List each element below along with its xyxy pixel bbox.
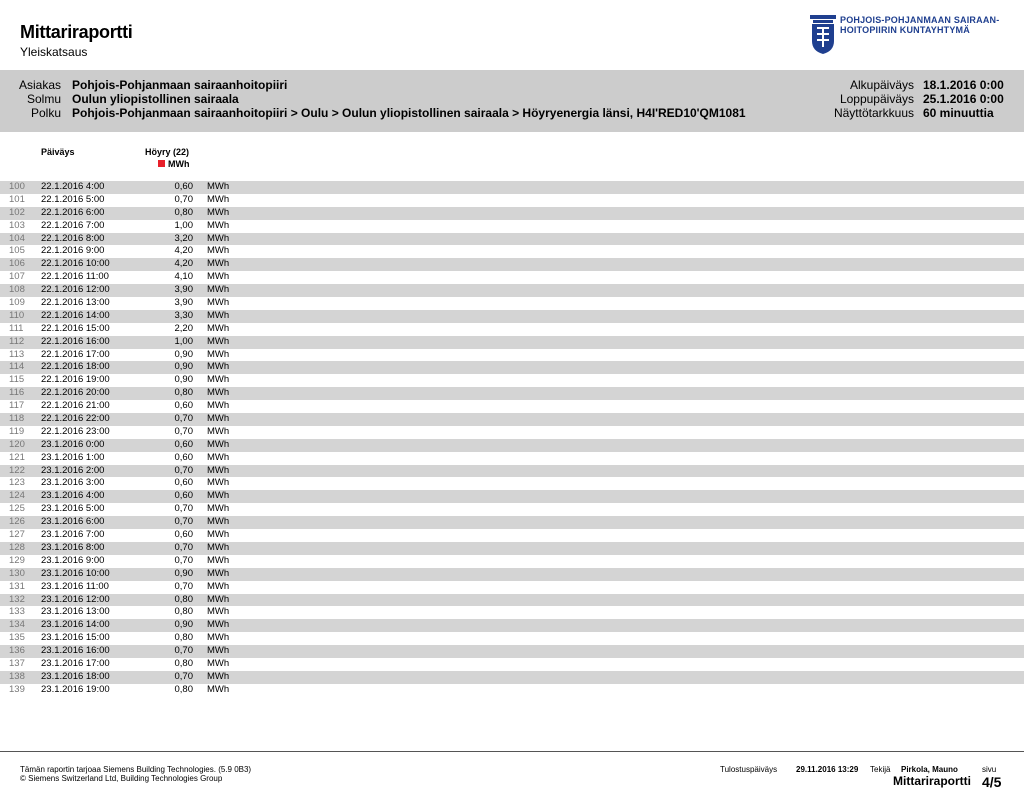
table-row bbox=[0, 413, 1024, 426]
row-value: 4,10 bbox=[174, 271, 193, 283]
print-date-value: 29.11.2016 13:29 bbox=[796, 765, 859, 774]
page-number: 4/5 bbox=[982, 774, 1002, 790]
row-index: 138 bbox=[9, 670, 25, 682]
row-value: 0,60 bbox=[174, 451, 193, 463]
row-unit: MWh bbox=[207, 593, 230, 605]
row-unit: MWh bbox=[207, 374, 230, 386]
row-value: 0,80 bbox=[174, 632, 193, 644]
row-date: 23.1.2016 8:00 bbox=[41, 541, 105, 553]
table-row bbox=[0, 529, 1024, 542]
row-date: 23.1.2016 1:00 bbox=[41, 451, 105, 463]
row-unit: MWh bbox=[207, 348, 230, 360]
table-row bbox=[0, 568, 1024, 581]
node-value: Oulun yliopistollinen sairaala bbox=[72, 92, 239, 106]
row-value: 0,70 bbox=[174, 645, 193, 657]
footer-credit-line2: © Siemens Switzerland Ltd, Building Technologies Group bbox=[20, 774, 223, 783]
row-value: 0,60 bbox=[174, 529, 193, 541]
path-label: Polku bbox=[30, 106, 61, 120]
row-unit: MWh bbox=[207, 477, 230, 489]
row-value: 4,20 bbox=[174, 245, 193, 257]
row-value: 0,90 bbox=[174, 361, 193, 373]
table-row bbox=[0, 220, 1024, 233]
row-index: 100 bbox=[9, 181, 25, 192]
row-value: 0,80 bbox=[174, 657, 193, 669]
table-row bbox=[0, 477, 1024, 490]
row-unit: MWh bbox=[207, 309, 230, 321]
row-index: 127 bbox=[9, 529, 25, 541]
row-unit: MWh bbox=[207, 413, 230, 425]
row-date: 22.1.2016 12:00 bbox=[41, 284, 110, 296]
row-date: 22.1.2016 19:00 bbox=[41, 374, 110, 386]
row-index: 104 bbox=[9, 232, 25, 244]
row-index: 120 bbox=[9, 438, 25, 450]
row-date: 22.1.2016 9:00 bbox=[41, 245, 105, 257]
table-row bbox=[0, 671, 1024, 684]
logo-text-line2: HOITOPIIRIN KUNTAYHTYMÄ bbox=[840, 25, 970, 35]
row-unit: MWh bbox=[207, 181, 230, 192]
row-value: 0,60 bbox=[174, 490, 193, 502]
report-info-bar bbox=[0, 70, 1024, 132]
row-value: 0,70 bbox=[174, 554, 193, 566]
row-index: 136 bbox=[9, 645, 25, 657]
row-date: 22.1.2016 11:00 bbox=[41, 271, 109, 283]
row-value: 0,70 bbox=[174, 580, 193, 592]
row-unit: MWh bbox=[207, 219, 230, 231]
path-value: Pohjois-Pohjanmaan sairaanhoitopiiri > Oulu > Oulun yliopistollinen sairaala > Höyryenergia länsi, H4I'RED10'QM1081 bbox=[72, 106, 746, 120]
row-index: 103 bbox=[9, 219, 25, 231]
row-date: 23.1.2016 2:00 bbox=[41, 464, 105, 476]
footer-credit-line1: Tämän raportin tarjoaa Siemens Building Technologies. (5.9 0B3) bbox=[20, 765, 252, 774]
row-date: 22.1.2016 22:00 bbox=[41, 413, 110, 425]
row-unit: MWh bbox=[207, 670, 230, 682]
row-value: 3,90 bbox=[174, 297, 193, 309]
row-unit: MWh bbox=[207, 206, 230, 218]
row-value: 0,80 bbox=[174, 593, 193, 605]
row-date: 22.1.2016 10:00 bbox=[41, 258, 110, 270]
row-date: 23.1.2016 9:00 bbox=[41, 554, 105, 566]
row-unit: MWh bbox=[207, 335, 230, 347]
row-date: 23.1.2016 17:00 bbox=[41, 657, 110, 669]
row-value: 3,90 bbox=[174, 284, 193, 296]
node-label: Solmu bbox=[26, 92, 61, 106]
series-legend bbox=[158, 159, 190, 169]
table-row bbox=[0, 297, 1024, 310]
row-index: 112 bbox=[9, 335, 25, 347]
row-value: 0,80 bbox=[174, 683, 193, 695]
table-row bbox=[0, 323, 1024, 336]
row-date: 23.1.2016 15:00 bbox=[41, 632, 110, 644]
table-row bbox=[0, 336, 1024, 349]
row-date: 23.1.2016 7:00 bbox=[41, 529, 105, 541]
table-row bbox=[0, 181, 1024, 194]
row-value: 0,80 bbox=[174, 206, 193, 218]
row-index: 109 bbox=[9, 297, 25, 309]
table-row bbox=[0, 439, 1024, 452]
row-index: 106 bbox=[9, 258, 25, 270]
table-row bbox=[0, 207, 1024, 220]
row-unit: MWh bbox=[207, 683, 230, 695]
row-index: 137 bbox=[9, 657, 25, 669]
row-index: 128 bbox=[9, 541, 25, 553]
row-unit: MWh bbox=[207, 425, 230, 437]
row-unit: MWh bbox=[207, 284, 230, 296]
row-index: 113 bbox=[9, 348, 25, 360]
row-date: 22.1.2016 23:00 bbox=[41, 425, 110, 437]
table-row bbox=[0, 684, 1024, 697]
row-value: 0,90 bbox=[174, 567, 193, 579]
row-value: 0,70 bbox=[174, 464, 193, 476]
report-title: Mittariraportti bbox=[20, 22, 133, 42]
start-date-value: 18.1.2016 0:00 bbox=[923, 78, 1004, 92]
row-index: 124 bbox=[9, 490, 25, 502]
row-index: 121 bbox=[9, 451, 25, 463]
table-row bbox=[0, 645, 1024, 658]
table-row bbox=[0, 284, 1024, 297]
row-date: 22.1.2016 13:00 bbox=[41, 297, 110, 309]
row-index: 118 bbox=[9, 413, 25, 425]
row-unit: MWh bbox=[207, 541, 230, 553]
row-unit: MWh bbox=[207, 322, 230, 334]
row-date: 22.1.2016 17:00 bbox=[41, 348, 110, 360]
row-date: 23.1.2016 6:00 bbox=[41, 516, 105, 528]
row-value: 0,90 bbox=[174, 374, 193, 386]
row-unit: MWh bbox=[207, 232, 230, 244]
row-date: 22.1.2016 16:00 bbox=[41, 335, 110, 347]
footer-report-name: Mittariraportti bbox=[893, 774, 971, 788]
row-value: 0,70 bbox=[174, 413, 193, 425]
row-unit: MWh bbox=[207, 619, 230, 631]
row-value: 0,80 bbox=[174, 606, 193, 618]
row-date: 22.1.2016 18:00 bbox=[41, 361, 110, 373]
row-date: 23.1.2016 12:00 bbox=[41, 593, 110, 605]
table-row bbox=[0, 516, 1024, 529]
row-index: 122 bbox=[9, 464, 25, 476]
table-row bbox=[0, 271, 1024, 284]
row-index: 139 bbox=[9, 683, 25, 695]
table-row bbox=[0, 361, 1024, 374]
row-unit: MWh bbox=[207, 258, 230, 270]
row-value: 1,00 bbox=[174, 219, 193, 231]
row-value: 0,60 bbox=[174, 400, 193, 412]
table-row bbox=[0, 310, 1024, 323]
row-index: 114 bbox=[9, 361, 25, 373]
crest-icon bbox=[810, 15, 836, 55]
table-row bbox=[0, 632, 1024, 645]
row-value: 0,70 bbox=[174, 516, 193, 528]
row-index: 115 bbox=[9, 374, 25, 386]
row-index: 135 bbox=[9, 632, 25, 644]
table-row bbox=[0, 581, 1024, 594]
row-unit: MWh bbox=[207, 400, 230, 412]
row-value: 0,80 bbox=[174, 387, 193, 399]
row-date: 23.1.2016 10:00 bbox=[41, 567, 110, 579]
customer-value: Pohjois-Pohjanmaan sairaanhoitopiiri bbox=[72, 78, 288, 92]
table-row bbox=[0, 426, 1024, 439]
start-date-label: Alkupäiväys bbox=[849, 78, 914, 92]
customer-label: Asiakas bbox=[18, 78, 61, 92]
row-date: 23.1.2016 19:00 bbox=[41, 683, 110, 695]
table-row bbox=[0, 465, 1024, 478]
row-date: 23.1.2016 11:00 bbox=[41, 580, 109, 592]
row-date: 22.1.2016 20:00 bbox=[41, 387, 110, 399]
row-date: 22.1.2016 7:00 bbox=[41, 219, 105, 231]
row-unit: MWh bbox=[207, 245, 230, 257]
row-value: 0,90 bbox=[174, 619, 193, 631]
row-value: 0,60 bbox=[174, 477, 193, 489]
end-date-value: 25.1.2016 0:00 bbox=[923, 92, 1004, 106]
organization-logo bbox=[810, 14, 1004, 56]
resolution-value: 60 minuuttia bbox=[923, 106, 994, 120]
row-value: 0,70 bbox=[174, 425, 193, 437]
table-row bbox=[0, 233, 1024, 246]
row-date: 23.1.2016 3:00 bbox=[41, 477, 105, 489]
row-index: 130 bbox=[9, 567, 25, 579]
row-unit: MWh bbox=[207, 193, 230, 205]
print-date-label: Tulostuspäiväys bbox=[720, 765, 778, 774]
author-label: Tekijä bbox=[870, 765, 891, 774]
row-unit: MWh bbox=[207, 516, 230, 528]
row-index: 133 bbox=[9, 606, 25, 618]
row-unit: MWh bbox=[207, 529, 230, 541]
row-value: 2,20 bbox=[174, 322, 193, 334]
table-row bbox=[0, 452, 1024, 465]
row-unit: MWh bbox=[207, 567, 230, 579]
row-date: 23.1.2016 5:00 bbox=[41, 503, 105, 515]
table-row bbox=[0, 349, 1024, 362]
row-index: 105 bbox=[9, 245, 25, 257]
table-row bbox=[0, 258, 1024, 271]
row-date: 22.1.2016 4:00 bbox=[41, 181, 105, 192]
row-unit: MWh bbox=[207, 503, 230, 515]
row-unit: MWh bbox=[207, 645, 230, 657]
table-row bbox=[0, 542, 1024, 555]
table-row bbox=[0, 658, 1024, 671]
row-index: 117 bbox=[9, 400, 25, 412]
row-index: 123 bbox=[9, 477, 25, 489]
table-row bbox=[0, 555, 1024, 568]
row-index: 131 bbox=[9, 580, 25, 592]
table-row bbox=[0, 619, 1024, 632]
row-unit: MWh bbox=[207, 606, 230, 618]
row-value: 4,20 bbox=[174, 258, 193, 270]
table-row bbox=[0, 606, 1024, 619]
data-table bbox=[0, 181, 1024, 697]
row-date: 23.1.2016 13:00 bbox=[41, 606, 110, 618]
row-date: 22.1.2016 5:00 bbox=[41, 193, 105, 205]
end-date-label: Loppupäiväys bbox=[839, 92, 914, 106]
row-date: 23.1.2016 18:00 bbox=[41, 670, 110, 682]
row-date: 22.1.2016 15:00 bbox=[41, 322, 110, 334]
row-value: 3,30 bbox=[174, 309, 193, 321]
row-value: 3,20 bbox=[174, 232, 193, 244]
row-unit: MWh bbox=[207, 361, 230, 373]
row-unit: MWh bbox=[207, 490, 230, 502]
resolution-label: Näyttötarkkuus bbox=[833, 106, 914, 120]
row-index: 110 bbox=[9, 309, 25, 321]
row-unit: MWh bbox=[207, 438, 230, 450]
row-unit: MWh bbox=[207, 387, 230, 399]
row-unit: MWh bbox=[207, 580, 230, 592]
table-row bbox=[0, 503, 1024, 516]
row-date: 22.1.2016 8:00 bbox=[41, 232, 105, 244]
series-column-header: Höyry (22) bbox=[145, 147, 190, 157]
row-index: 107 bbox=[9, 271, 25, 283]
logo-text-line1: POHJOIS-POHJANMAAN SAIRAAN- bbox=[840, 15, 1000, 25]
row-index: 111 bbox=[9, 322, 24, 334]
row-date: 23.1.2016 4:00 bbox=[41, 490, 105, 502]
row-unit: MWh bbox=[207, 554, 230, 566]
table-row bbox=[0, 245, 1024, 258]
row-index: 129 bbox=[9, 554, 25, 566]
row-value: 0,90 bbox=[174, 348, 193, 360]
row-value: 0,70 bbox=[174, 193, 193, 205]
row-unit: MWh bbox=[207, 451, 230, 463]
row-index: 134 bbox=[9, 619, 25, 631]
table-row bbox=[0, 594, 1024, 607]
row-index: 108 bbox=[9, 284, 25, 296]
table-row bbox=[0, 490, 1024, 503]
row-date: 23.1.2016 16:00 bbox=[41, 645, 110, 657]
row-date: 23.1.2016 0:00 bbox=[41, 438, 105, 450]
row-unit: MWh bbox=[207, 271, 230, 283]
row-value: 0,60 bbox=[174, 181, 193, 192]
row-unit: MWh bbox=[207, 657, 230, 669]
row-date: 23.1.2016 14:00 bbox=[41, 619, 110, 631]
row-value: 0,60 bbox=[174, 438, 193, 450]
table-row bbox=[0, 374, 1024, 387]
row-date: 22.1.2016 14:00 bbox=[41, 309, 110, 321]
row-index: 119 bbox=[9, 425, 25, 437]
row-index: 102 bbox=[9, 206, 25, 218]
row-index: 116 bbox=[9, 387, 25, 399]
page-label: sivu bbox=[982, 765, 997, 774]
row-date: 22.1.2016 6:00 bbox=[41, 206, 105, 218]
series-legend-swatch bbox=[158, 160, 165, 167]
row-unit: MWh bbox=[207, 464, 230, 476]
table-row bbox=[0, 400, 1024, 413]
row-unit: MWh bbox=[207, 297, 230, 309]
author-value: Pirkola, Mauno bbox=[901, 765, 958, 774]
row-value: 0,70 bbox=[174, 541, 193, 553]
row-value: 0,70 bbox=[174, 670, 193, 682]
row-unit: MWh bbox=[207, 632, 230, 644]
table-row bbox=[0, 387, 1024, 400]
series-unit-label: MWh bbox=[168, 159, 190, 169]
report-subtitle: Yleiskatsaus bbox=[20, 45, 88, 59]
row-date: 22.1.2016 21:00 bbox=[41, 400, 110, 412]
row-index: 126 bbox=[9, 516, 25, 528]
row-index: 132 bbox=[9, 593, 25, 605]
row-index: 101 bbox=[9, 193, 25, 205]
row-value: 0,70 bbox=[174, 503, 193, 515]
footer-divider bbox=[0, 751, 1024, 752]
row-index: 125 bbox=[9, 503, 25, 515]
table-row bbox=[0, 194, 1024, 207]
date-column-header: Päiväys bbox=[41, 147, 75, 157]
row-value: 1,00 bbox=[174, 335, 193, 347]
